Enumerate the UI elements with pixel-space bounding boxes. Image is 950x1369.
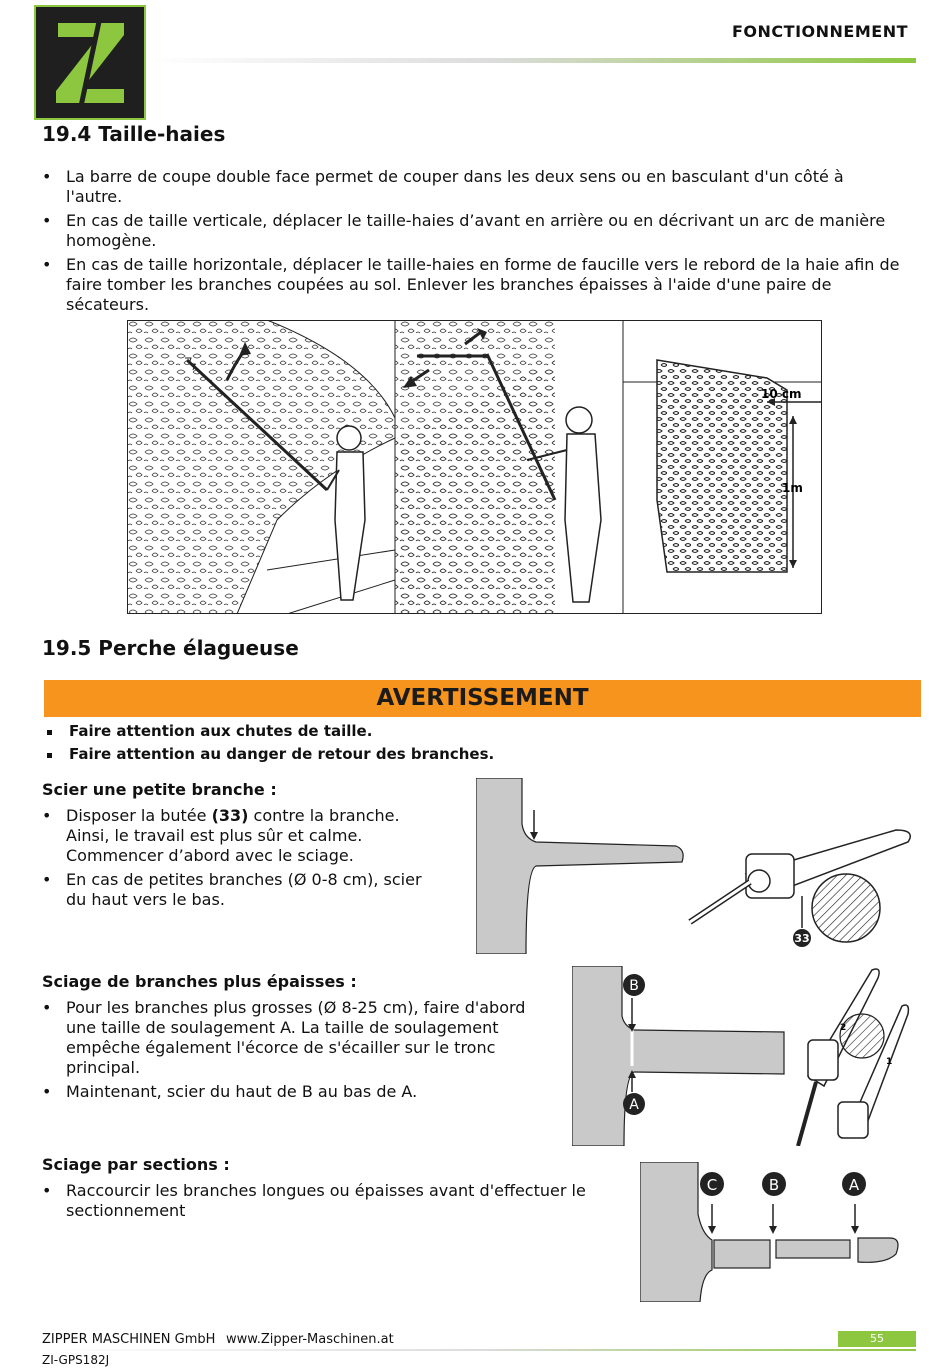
footer-company: ZIPPER MASCHINEN GmbH — [42, 1332, 216, 1347]
thick-branch-title: Sciage de branches plus épaisses : — [42, 972, 357, 991]
small-branch-bullets — [42, 806, 442, 914]
heading-19-5: 19.5 Perche élagueuse — [42, 636, 299, 660]
logo-z-icon — [36, 7, 144, 118]
list-item: • Raccourcir les branches longues ou épaisses avant d'effectuer le sectionnement — [42, 1181, 632, 1221]
sections-bullets — [42, 1181, 632, 1225]
header-rule — [148, 58, 916, 63]
hedge-trimming-figure — [127, 320, 822, 614]
step-2: 2 — [840, 1023, 847, 1033]
footer-model: ZI-GPS182J — [42, 1353, 110, 1367]
list-item: • Disposer la butée (33) contre la branche. Ainsi, le travail est plus sûr et calme. Commencer d’abord avec le sciage. — [42, 806, 442, 866]
label-10cm: 10 cm — [761, 387, 802, 401]
step-1: 1 — [886, 1057, 893, 1067]
footer-website[interactable]: www.Zipper-Maschinen.at — [226, 1332, 394, 1347]
list-item: • En cas de taille horizontale, déplacer le taille-haies en forme de faucille vers le rebord de la haie afin de faire tomber les branches coupées au sol. Enlever les branches épaisses à l'aide d'une paire de sécateurs. — [42, 255, 902, 315]
thick-branch-bullets — [42, 998, 537, 1106]
footer-rule — [42, 1349, 916, 1351]
warning-title: AVERTISSEMENT — [376, 685, 589, 711]
sections-figure — [640, 1162, 900, 1302]
warning-list — [44, 720, 494, 766]
label-b: B — [629, 978, 639, 994]
thick-branch-figure — [572, 966, 916, 1146]
zipper-logo — [34, 5, 146, 120]
hedge-bullets — [42, 167, 902, 319]
label-b-sections: B — [768, 1176, 780, 1194]
page-number: 55 — [838, 1331, 916, 1347]
list-item: • Maintenant, scier du haut de B au bas de A. — [42, 1082, 537, 1102]
small-branch-title: Scier une petite branche : — [42, 780, 277, 799]
label-c: C — [706, 1176, 718, 1194]
sections-title: Sciage par sections : — [42, 1155, 230, 1174]
list-item: • En cas de taille verticale, déplacer le taille-haies d’avant en arrière ou en décrivant un arc de manière homogène. — [42, 211, 902, 251]
heading-19-4: 19.4 Taille-haies — [42, 122, 226, 146]
warning-banner — [44, 680, 921, 717]
logo-letter: Z — [36, 7, 37, 8]
list-item: • Pour les branches plus grosses (Ø 8-25 cm), faire d'abord une taille de soulagement A. La taille de soulagement empêche également l'écorce de s'écailler sur le tronc principal. — [42, 998, 537, 1078]
small-branch-figure — [476, 778, 916, 954]
label-a-sections: A — [848, 1176, 860, 1194]
label-1m: 1m — [782, 481, 803, 495]
callout-33: 33 — [794, 932, 810, 945]
list-item: • En cas de petites branches (Ø 0-8 cm), scier du haut vers le bas. — [42, 870, 442, 910]
list-item: Faire attention au danger de retour des branches. — [44, 743, 494, 766]
section-header-title: FONCTIONNEMENT — [732, 22, 908, 41]
list-item: Faire attention aux chutes de taille. — [44, 720, 494, 743]
label-a: A — [629, 1097, 639, 1113]
list-item: • La barre de coupe double face permet de couper dans les deux sens ou en basculant d'un côté à l'autre. — [42, 167, 902, 207]
